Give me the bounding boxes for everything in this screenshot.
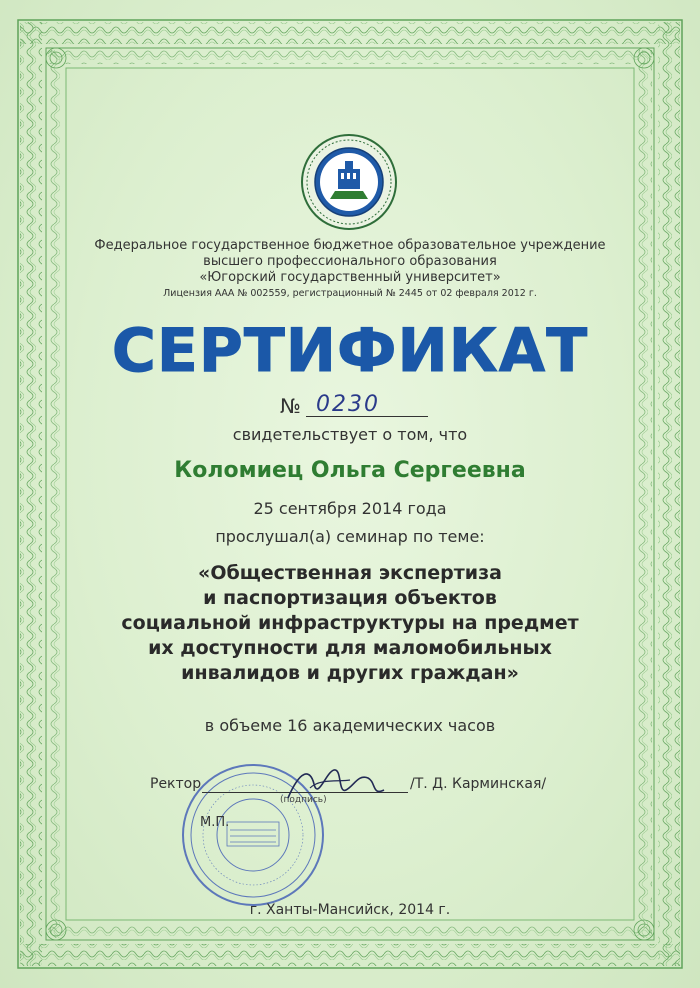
seal-label: М.П.	[200, 815, 230, 830]
hours-volume: в объеме 16 академических часов	[204, 716, 496, 735]
certificate-title: СЕРТИФИКАТ	[111, 316, 589, 386]
license-text: Лицензия ААА № 002559, регистрационный № 2445 от 02 февраля 2012 г.	[163, 288, 537, 299]
signer-name: /Т. Д. Карминская/	[410, 776, 547, 792]
topic-line: и паспортизация объектов	[203, 587, 497, 609]
seminar-date: 25 сентября 2014 года	[253, 499, 447, 518]
organization-line-1: Федеральное государственное бюджетное образовательное учреждение	[94, 238, 606, 253]
organization-line-2: высшего профессионального образования	[203, 254, 497, 269]
seminar-topic	[0, 561, 700, 686]
topic-line: их доступности для маломобильных	[148, 637, 552, 659]
topic-line: инвалидов и других граждан»	[181, 662, 519, 684]
signature-hint: (подпись)	[280, 795, 327, 805]
topic-line: «Общественная экспертиза	[198, 562, 502, 584]
certifies-text: свидетельствует о том, что	[232, 425, 468, 444]
city-year: г. Ханты-Мансийск, 2014 г.	[249, 902, 451, 918]
handwritten-signature-icon	[280, 760, 390, 810]
topic-line: социальной инфраструктуры на предмет	[121, 612, 579, 634]
organization-block	[0, 238, 700, 286]
certificate-number	[280, 392, 480, 422]
number-underline	[306, 416, 428, 417]
number-label: №	[280, 394, 301, 418]
listened-text: прослушал(а) семинар по теме:	[215, 527, 485, 546]
recipient-name: Коломиец Ольга Сергеевна	[174, 458, 526, 483]
university-seal-icon	[300, 133, 398, 231]
organization-line-3: «Югорский государственный университет»	[199, 270, 501, 285]
number-value: 0230	[316, 392, 380, 417]
rector-label: Ректор	[150, 776, 202, 792]
